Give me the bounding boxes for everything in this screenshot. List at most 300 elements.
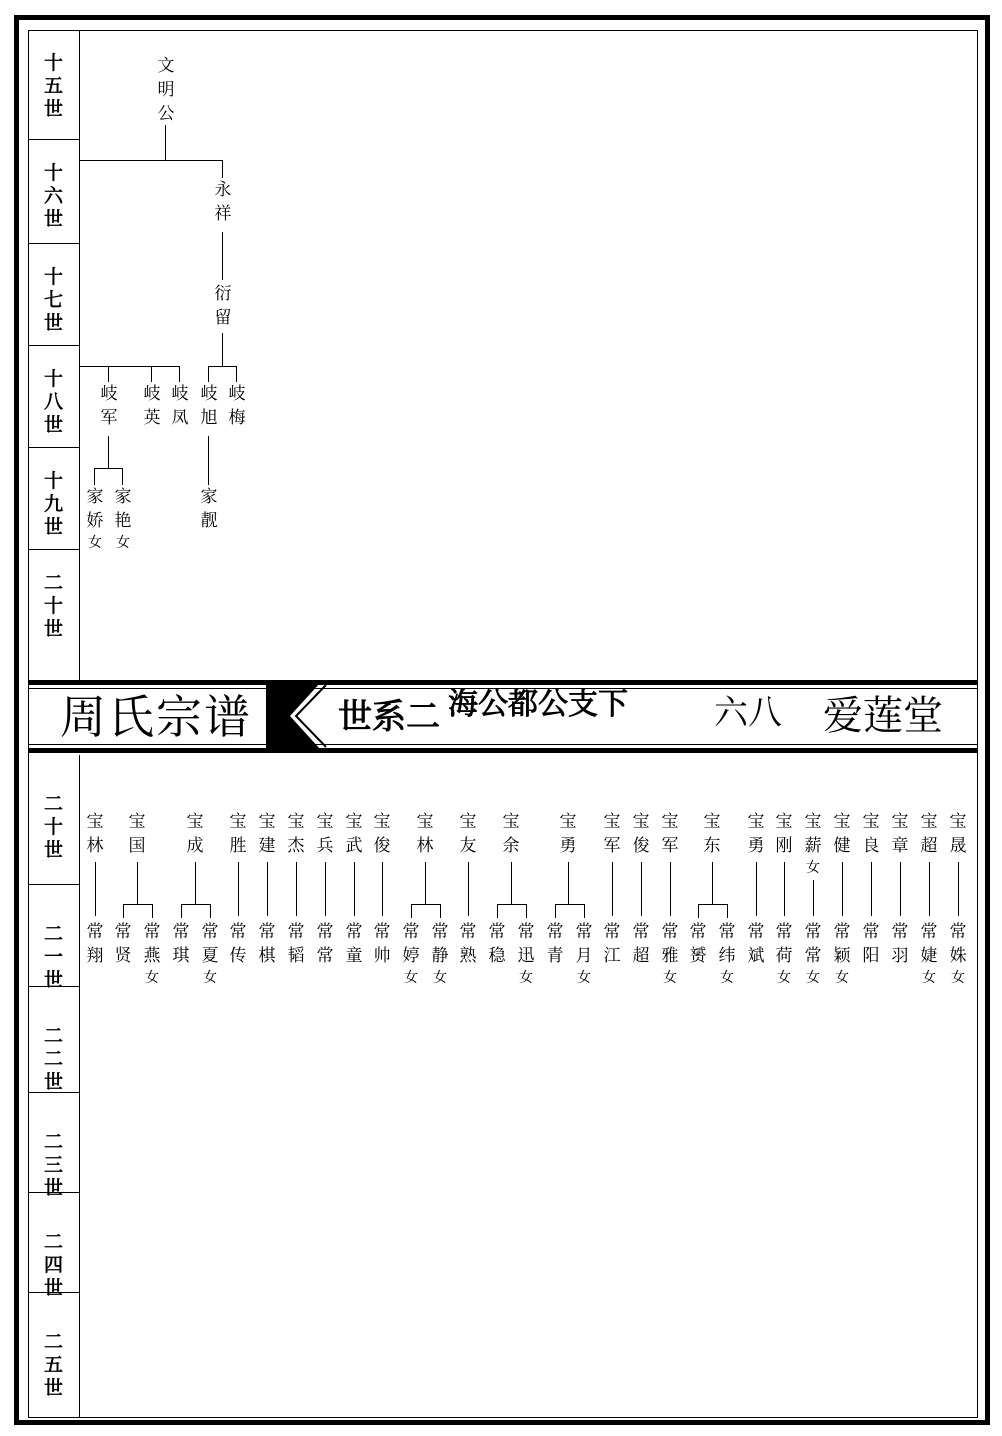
generation-label [28,1331,79,1400]
name-char: 靓 [200,511,218,531]
connector-line [641,862,642,916]
connector-line [296,862,297,916]
name-char: 琪 [172,946,190,966]
connector-line [208,366,209,382]
generation-label [28,266,79,335]
name-char: 常 [833,922,851,942]
name-char: 宝 [703,812,721,832]
connector-line [80,160,222,161]
generation-label [28,572,79,641]
name-char: 宝 [186,812,204,832]
generation-label [28,1131,79,1200]
branch-title: 海公都公支下 [448,687,628,722]
name-char: 衍 [214,284,232,304]
connector-line [325,862,326,916]
generation-column-lower [28,755,80,1418]
name-char: 余 [502,836,520,856]
generation-label-char: 八 [43,391,63,413]
connector-line [208,436,209,485]
name-char: 兵 [316,836,334,856]
name-char: 常 [258,922,276,942]
name-char: 常 [747,922,765,942]
child-name [169,920,193,968]
name-char: 阳 [862,946,880,966]
name-char: 夏 [201,946,219,966]
name-char: 良 [862,836,880,856]
generation-label-char: 世 [43,1071,63,1093]
connector-line [871,862,872,916]
genealogy-title: 周氏宗谱 [60,690,252,744]
child-name [514,920,538,988]
parent-name [125,810,149,858]
daughter-mark: 女 [404,970,418,986]
connector-line [123,904,124,918]
name-char: 宝 [632,812,650,832]
generation-label-char: 二 [43,793,63,815]
name-char: 宝 [258,812,276,832]
child-name [399,920,423,988]
generation-label-char: 世 [43,839,63,861]
name-char: 超 [920,836,938,856]
generation-label-char: 五 [43,75,63,97]
daughter-mark: 女 [433,970,447,986]
parent-name [888,810,912,858]
generation-label-char: 十 [43,52,63,74]
parent-name [859,810,883,858]
name-char: 静 [431,946,449,966]
name-char: 永 [214,180,232,200]
connector-line [497,904,498,918]
name-char: 宝 [804,812,822,832]
name-char: 常 [201,922,219,942]
name-char: 常 [862,922,880,942]
person-name [211,282,235,330]
child-name [888,920,912,968]
name-char: 常 [86,922,104,942]
connector-line [195,862,196,904]
name-char: 宝 [345,812,363,832]
parent-name [413,810,437,858]
name-char: 俊 [373,836,391,856]
name-char: 宝 [949,812,967,832]
connector-line [267,862,268,916]
connector-line [698,904,699,918]
section-title: 世系二 [338,697,440,737]
name-char: 勇 [559,836,577,856]
daughter-mark: 女 [806,970,820,986]
name-char: 宝 [559,812,577,832]
connector-line [94,468,95,485]
name-char: 宝 [747,812,765,832]
person-name [197,382,221,430]
connector-line [584,904,585,918]
person-name [97,382,121,430]
generation-label [28,470,79,539]
name-char: 友 [459,836,477,856]
generation-label-char: 二 [43,1048,63,1070]
name-char: 超 [632,946,650,966]
child-name [859,920,883,968]
generation-label-char: 九 [43,493,63,515]
connector-line [122,468,123,485]
connector-line [842,862,843,916]
connector-line [526,904,527,918]
generation-label-char: 十 [43,162,63,184]
name-char: 晟 [949,836,967,856]
connector-line [108,366,109,382]
name-char: 迅 [517,946,535,966]
daughter-mark: 女 [777,970,791,986]
connector-line [958,862,959,916]
connector-line [236,366,237,382]
connector-line [425,862,426,904]
child-name [744,920,768,968]
name-char: 常 [718,922,736,942]
daughter-mark: 女 [720,970,734,986]
name-char: 月 [575,946,593,966]
generation-label [28,368,79,437]
generation-label-char: 二 [43,572,63,594]
parent-name [556,810,580,858]
name-char: 羽 [891,946,909,966]
generation-cell [28,885,79,991]
parent-name [658,810,682,858]
name-char: 贤 [114,946,132,966]
parent-name [946,810,970,858]
name-char: 宝 [502,812,520,832]
generation-cell [28,346,79,448]
name-char: 凤 [171,408,189,428]
parent-name [499,810,523,858]
generation-cell [28,550,79,680]
daughter-mark: 女 [519,970,533,986]
generation-label-char: 世 [43,312,63,334]
title-banner [28,680,978,755]
name-char: 旭 [200,408,218,428]
name-char: 刚 [775,836,793,856]
name-char: 家 [200,487,218,507]
daughter-mark: 女 [922,970,936,986]
connector-line [238,862,239,916]
child-name [572,920,596,988]
generation-label-char: 世 [43,516,63,538]
person-name [83,485,107,553]
child-name [428,920,452,988]
connector-line [813,880,814,916]
parent-name [370,810,394,858]
name-char: 东 [703,836,721,856]
name-char: 宝 [416,812,434,832]
name-char: 军 [100,408,118,428]
name-char: 岐 [143,384,161,404]
name-char: 健 [833,836,851,856]
connector-line [784,862,785,916]
parent-name [313,810,337,858]
name-char: 常 [345,922,363,942]
child-name [600,920,624,968]
child-name [801,920,825,988]
child-name [140,920,164,988]
name-char: 宝 [891,812,909,832]
generation-cell [28,987,79,1093]
generation-label-char: 二 [43,1331,63,1353]
connector-line [670,862,671,916]
name-char: 岐 [200,384,218,404]
connector-line [181,904,211,905]
generation-cell [28,1293,79,1418]
name-char: 帅 [373,946,391,966]
connector-line [222,232,223,280]
person-name [111,485,135,553]
connector-line [210,904,211,918]
connector-line [555,904,556,918]
generation-label-char: 七 [43,289,63,311]
daughter-mark: 女 [951,970,965,986]
generation-label [28,1025,79,1094]
parent-name [830,810,854,858]
parent-name [456,810,480,858]
generation-label-char: 三 [43,1154,63,1176]
name-char: 稳 [488,946,506,966]
name-char: 常 [316,946,334,966]
generation-label [28,1231,79,1300]
generation-label-char: 十 [43,816,63,838]
name-char: 宝 [229,812,247,832]
generation-label-char: 世 [43,969,63,991]
child-name [830,920,854,988]
generation-label-char: 六 [43,185,63,207]
child-name [370,920,394,968]
child-name [456,920,480,968]
name-char: 常 [804,922,822,942]
name-char: 国 [128,836,146,856]
daughter-mark: 女 [116,535,130,551]
connector-line [411,904,441,905]
name-char: 常 [891,922,909,942]
name-char: 常 [517,922,535,942]
generation-label-char: 十 [43,470,63,492]
name-char: 宝 [316,812,334,832]
name-char: 婷 [402,946,420,966]
generation-label [28,162,79,231]
connector-line [94,468,122,469]
child-name [111,920,135,968]
connector-line [137,862,138,904]
generation-label-char: 二 [43,923,63,945]
name-char: 宝 [920,812,938,832]
parent-name [83,810,107,858]
name-char: 熟 [459,946,477,966]
parent-name [600,810,624,858]
generation-label-char: 四 [43,1254,63,1276]
connector-line [727,904,728,918]
parent-name [255,810,279,858]
name-char: 婕 [920,946,938,966]
name-char: 宝 [287,812,305,832]
name-char: 常 [287,922,305,942]
name-char: 胜 [229,836,247,856]
name-char: 岐 [100,384,118,404]
connector-line [152,904,153,918]
name-char: 常 [546,922,564,942]
connector-line [568,862,569,904]
generation-label-char: 世 [43,1177,63,1199]
name-char: 林 [86,836,104,856]
generation-label-char: 世 [43,618,63,640]
name-char: 雅 [661,946,679,966]
name-char: 勇 [747,836,765,856]
connector-line [123,904,153,905]
name-char: 留 [214,308,232,328]
name-char: 娇 [86,511,104,531]
parent-name [744,810,768,858]
name-char: 常 [373,922,391,942]
name-char: 常 [172,922,190,942]
connector-line [712,862,713,904]
name-char: 家 [114,487,132,507]
name-char: 祥 [214,204,232,224]
generation-label [28,793,79,862]
name-char: 杰 [287,836,305,856]
generation-label [28,52,79,121]
connector-line [511,862,512,904]
child-name [342,920,366,968]
generation-label-char: 世 [43,1377,63,1399]
name-char: 军 [661,836,679,856]
name-char: 常 [949,922,967,942]
connector-line [354,862,355,916]
name-char: 常 [402,922,420,942]
child-name [255,920,279,968]
name-char: 公 [157,104,175,124]
connector-line [382,862,383,916]
name-char: 文 [157,56,175,76]
generation-label [28,923,79,992]
name-char: 宝 [862,812,880,832]
name-char: 赟 [689,946,707,966]
connector-line [208,366,237,367]
name-char: 翔 [86,946,104,966]
fishtail-ornament [266,683,328,749]
name-char: 常 [229,922,247,942]
name-char: 常 [661,922,679,942]
child-name [772,920,796,988]
name-char: 常 [431,922,449,942]
name-char: 常 [575,922,593,942]
generation-cell [28,1193,79,1299]
connector-line [411,904,412,918]
generation-label-char: 世 [43,1277,63,1299]
connector-line [756,862,757,916]
name-char: 成 [186,836,204,856]
parent-name [284,810,308,858]
name-char: 常 [804,946,822,966]
generation-label-char: 十 [43,368,63,390]
name-char: 宝 [459,812,477,832]
name-char: 青 [546,946,564,966]
name-char: 梅 [228,408,246,428]
person-name [197,485,221,533]
name-char: 宝 [373,812,391,832]
generation-label-char: 五 [43,1354,63,1376]
hall-name: 爱莲堂 [823,693,943,739]
child-name [83,920,107,968]
generation-label-char: 十 [43,595,63,617]
name-char: 岐 [228,384,246,404]
name-char: 颖 [833,946,851,966]
name-char: 常 [143,922,161,942]
person-name [154,54,178,126]
connector-line [440,904,441,918]
name-char: 燕 [143,946,161,966]
generation-label-char: 世 [43,208,63,230]
banner-rule [28,744,978,745]
name-char: 常 [632,922,650,942]
connector-line [95,862,96,916]
name-char: 宝 [661,812,679,832]
daughter-mark: 女 [835,970,849,986]
generation-cell [28,448,79,550]
connector-line [222,333,223,366]
connector-line [108,436,109,468]
name-char: 韬 [287,946,305,966]
name-char: 林 [416,836,434,856]
daughter-mark: 女 [88,535,102,551]
generation-label-char: 世 [43,98,63,120]
child-name [629,920,653,968]
generation-cell [28,30,79,140]
name-char: 建 [258,836,276,856]
parent-name [772,810,796,858]
parent-name [917,810,941,858]
parent-name [342,810,366,858]
generation-label-char: 世 [43,414,63,436]
connector-line [165,125,166,161]
daughter-mark: 女 [145,970,159,986]
generation-label-char: 十 [43,266,63,288]
person-name [140,382,164,430]
parent-name [801,810,825,878]
name-char: 纬 [718,946,736,966]
daughter-mark: 女 [663,970,677,986]
connector-line [497,904,527,905]
name-char: 宝 [128,812,146,832]
connector-line [151,366,152,382]
name-char: 童 [345,946,363,966]
generation-cell [28,1093,79,1199]
name-char: 俊 [632,836,650,856]
name-char: 艳 [114,511,132,531]
connector-line [222,160,223,178]
daughter-mark: 女 [577,970,591,986]
name-char: 棋 [258,946,276,966]
connector-line [900,862,901,916]
name-char: 常 [114,922,132,942]
parent-name [700,810,724,858]
name-char: 姝 [949,946,967,966]
name-char: 武 [345,836,363,856]
child-name [946,920,970,988]
child-name [313,920,337,968]
page-number: 六八 [714,693,782,733]
generation-column-upper [28,30,80,680]
child-name [284,920,308,968]
child-name [686,920,710,968]
child-name [198,920,222,988]
connector-line [80,366,179,367]
name-char: 荷 [775,946,793,966]
name-char: 江 [603,946,621,966]
